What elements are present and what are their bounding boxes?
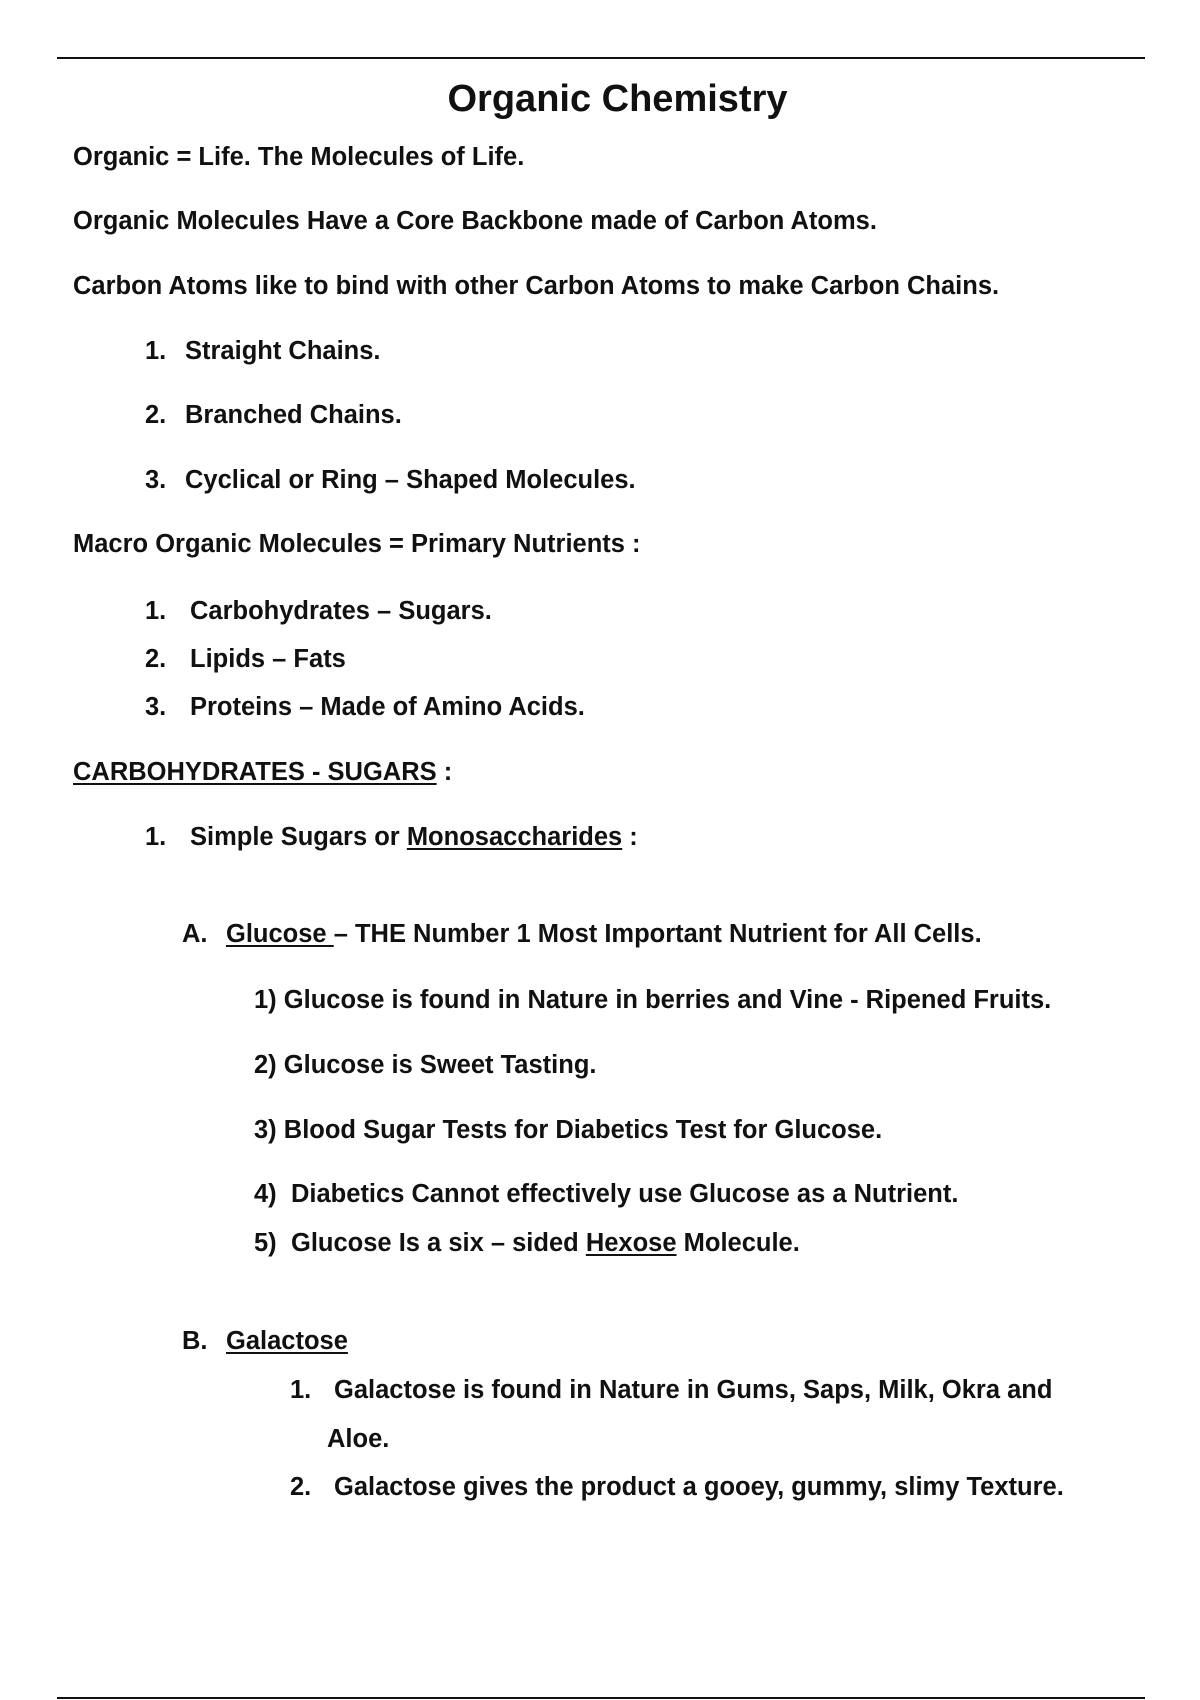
page-title: Organic Chemistry [447, 78, 788, 120]
list-text: Glucose is Sweet Tasting. [283, 1051, 597, 1079]
list-text: Simple Sugars or [190, 823, 407, 851]
list-text: Glucose Is a six – sided [291, 1229, 586, 1257]
carbohydrates-heading-text: CARBOHYDRATES - SUGARS [73, 758, 437, 786]
glucose-fact [254, 1115, 882, 1145]
list-number: 3. [145, 466, 167, 494]
list-number: 2. [145, 401, 167, 429]
glucose-term: Glucose [226, 920, 334, 948]
list-number: 2. [290, 1473, 312, 1501]
list-letter: A. [182, 920, 208, 948]
intro-line-2: Organic Molecules Have a Core Backbone made of Carbon Atoms. [73, 207, 877, 235]
chain-item [145, 336, 381, 366]
glucose-description: – THE Number 1 Most Important Nutrient for All Cells. [333, 920, 982, 948]
glucose-fact [254, 1228, 800, 1258]
list-number: 3) [254, 1116, 277, 1144]
macro-heading: Macro Organic Molecules = Primary Nutrients : [73, 530, 641, 558]
intro-line-3: Carbon Atoms like to bind with other Carbon Atoms to make Carbon Chains. [73, 272, 1000, 300]
monosaccharides-term: Monosaccharides [406, 823, 623, 851]
list-suffix: Molecule. [676, 1229, 800, 1257]
list-text: Cyclical or Ring – Shaped Molecules. [185, 466, 636, 494]
list-text: Galactose gives the product a gooey, gummy, slimy Texture. [334, 1473, 1064, 1501]
list-text: Branched Chains. [185, 401, 402, 429]
glucose-heading [182, 919, 982, 949]
list-number: 2) [254, 1051, 277, 1079]
simple-sugars-item [145, 822, 638, 852]
list-letter: B. [182, 1327, 208, 1355]
galactose-fact [290, 1472, 1064, 1502]
galactose-term: Galactose [226, 1327, 348, 1355]
nutrient-item [145, 596, 492, 626]
chain-item [145, 400, 402, 430]
nutrient-item [145, 644, 346, 674]
list-text: Glucose is found in Nature in berries and Vine - Ripened Fruits. [283, 986, 1052, 1014]
list-suffix: : [622, 823, 638, 851]
nutrient-item [145, 692, 585, 722]
list-text: Diabetics Cannot effectively use Glucose as a Nutrient. [291, 1180, 959, 1208]
top-rule [57, 57, 1145, 59]
list-text: Carbohydrates – Sugars. [190, 597, 492, 625]
list-number: 4) [254, 1180, 277, 1208]
heading-colon: : [436, 758, 453, 786]
chain-item [145, 465, 636, 495]
glucose-fact [254, 985, 1051, 1015]
list-text: Galactose is found in Nature in Gums, Saps, Milk, Okra and [334, 1376, 1053, 1404]
list-number: 1. [290, 1376, 312, 1404]
list-text: Proteins – Made of Amino Acids. [190, 693, 585, 721]
hexose-term: Hexose [585, 1229, 677, 1257]
galactose-fact [290, 1375, 1052, 1405]
bottom-rule [57, 1697, 1145, 1699]
carbohydrates-heading [73, 757, 452, 787]
list-number: 1. [145, 597, 167, 625]
galactose-heading [182, 1326, 348, 1356]
list-text: Lipids – Fats [190, 645, 346, 673]
list-number: 5) [254, 1229, 277, 1257]
list-number: 3. [145, 693, 167, 721]
list-text: Straight Chains. [185, 337, 381, 365]
glucose-fact [254, 1179, 958, 1209]
list-number: 1. [145, 337, 167, 365]
list-number: 1) [254, 986, 277, 1014]
list-text: Blood Sugar Tests for Diabetics Test for Glucose. [283, 1116, 883, 1144]
intro-line-1: Organic = Life. The Molecules of Life. [73, 143, 525, 171]
list-number: 1. [145, 823, 167, 851]
list-number: 2. [145, 645, 167, 673]
galactose-fact-continuation: Aloe. [327, 1425, 390, 1453]
glucose-fact [254, 1050, 596, 1080]
